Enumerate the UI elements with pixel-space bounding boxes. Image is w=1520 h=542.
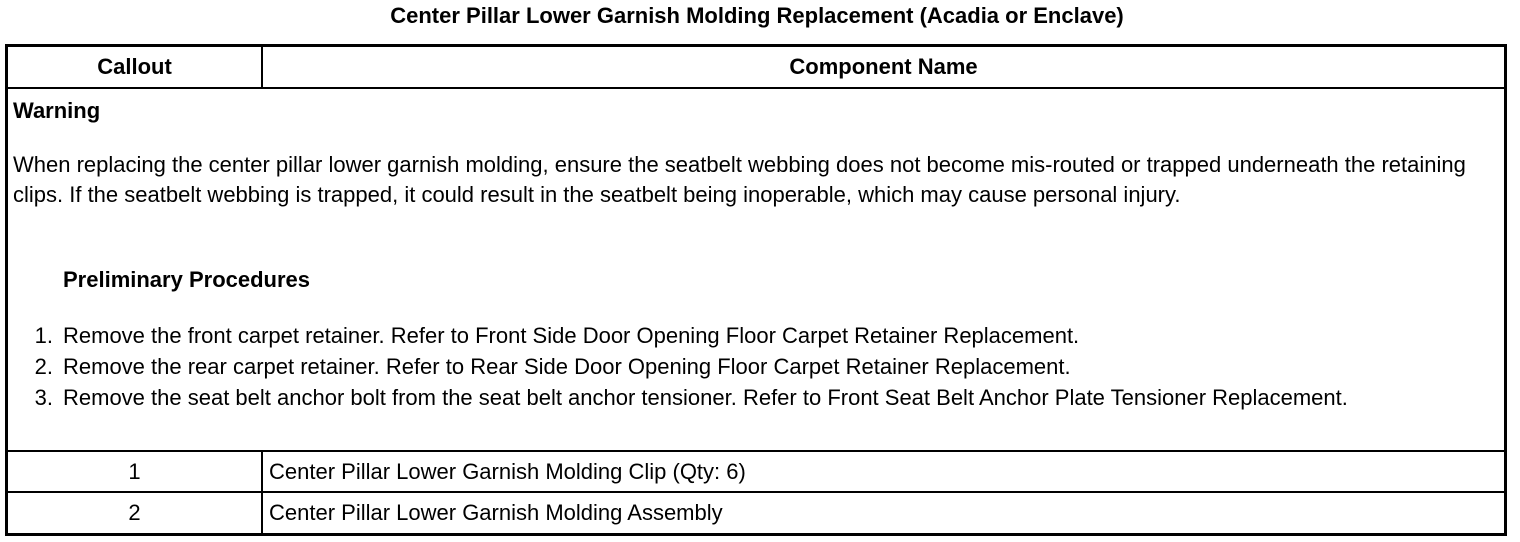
preliminary-procedures-heading: Preliminary Procedures <box>63 267 311 292</box>
table-header <box>8 47 1504 89</box>
component-table <box>5 44 1507 536</box>
step-text: Remove the seat belt anchor bolt from the seat belt anchor tensioner. Refer to Front Seat Belt Anchor Plate Tensioner Replacement. <box>63 385 1348 410</box>
step-number: 1. <box>34 323 53 348</box>
step-number: 3. <box>34 385 53 410</box>
callout-cell: 1 <box>8 452 263 491</box>
warning-text: When replacing the center pillar lower garnish molding, ensure the seatbelt webbing does not become mis-routed or trapped underneath the retaining clips. If the seatbelt webbing is trapped, it could result in the seatbelt being inoperable, which may cause personal injury. <box>13 152 1466 207</box>
list-item <box>8 382 1498 413</box>
page-title: Center Pillar Lower Garnish Molding Replacement (Acadia or Enclave) <box>390 3 1124 28</box>
step-text: Remove the rear carpet retainer. Refer to Rear Side Door Opening Floor Carpet Retainer Replacement. <box>63 354 1071 379</box>
table-row <box>8 493 1504 533</box>
callout-cell: 2 <box>8 493 263 533</box>
table-row <box>8 452 1504 493</box>
step-text: Remove the front carpet retainer. Refer to Front Side Door Opening Floor Carpet Retainer Replacement. <box>63 323 1080 348</box>
list-item <box>8 320 1498 351</box>
component-name-cell: Center Pillar Lower Garnish Molding Clip (Qty: 6) <box>269 458 746 484</box>
list-item <box>8 351 1498 382</box>
warning-heading: Warning <box>13 98 101 123</box>
component-name-cell: Center Pillar Lower Garnish Molding Assembly <box>269 500 723 525</box>
component-name-column-header: Component Name <box>789 54 978 79</box>
preliminary-steps-list <box>8 320 1498 413</box>
step-number: 2. <box>34 354 53 379</box>
callout-column-header: Callout <box>8 47 263 87</box>
procedure-cell <box>8 89 1504 452</box>
